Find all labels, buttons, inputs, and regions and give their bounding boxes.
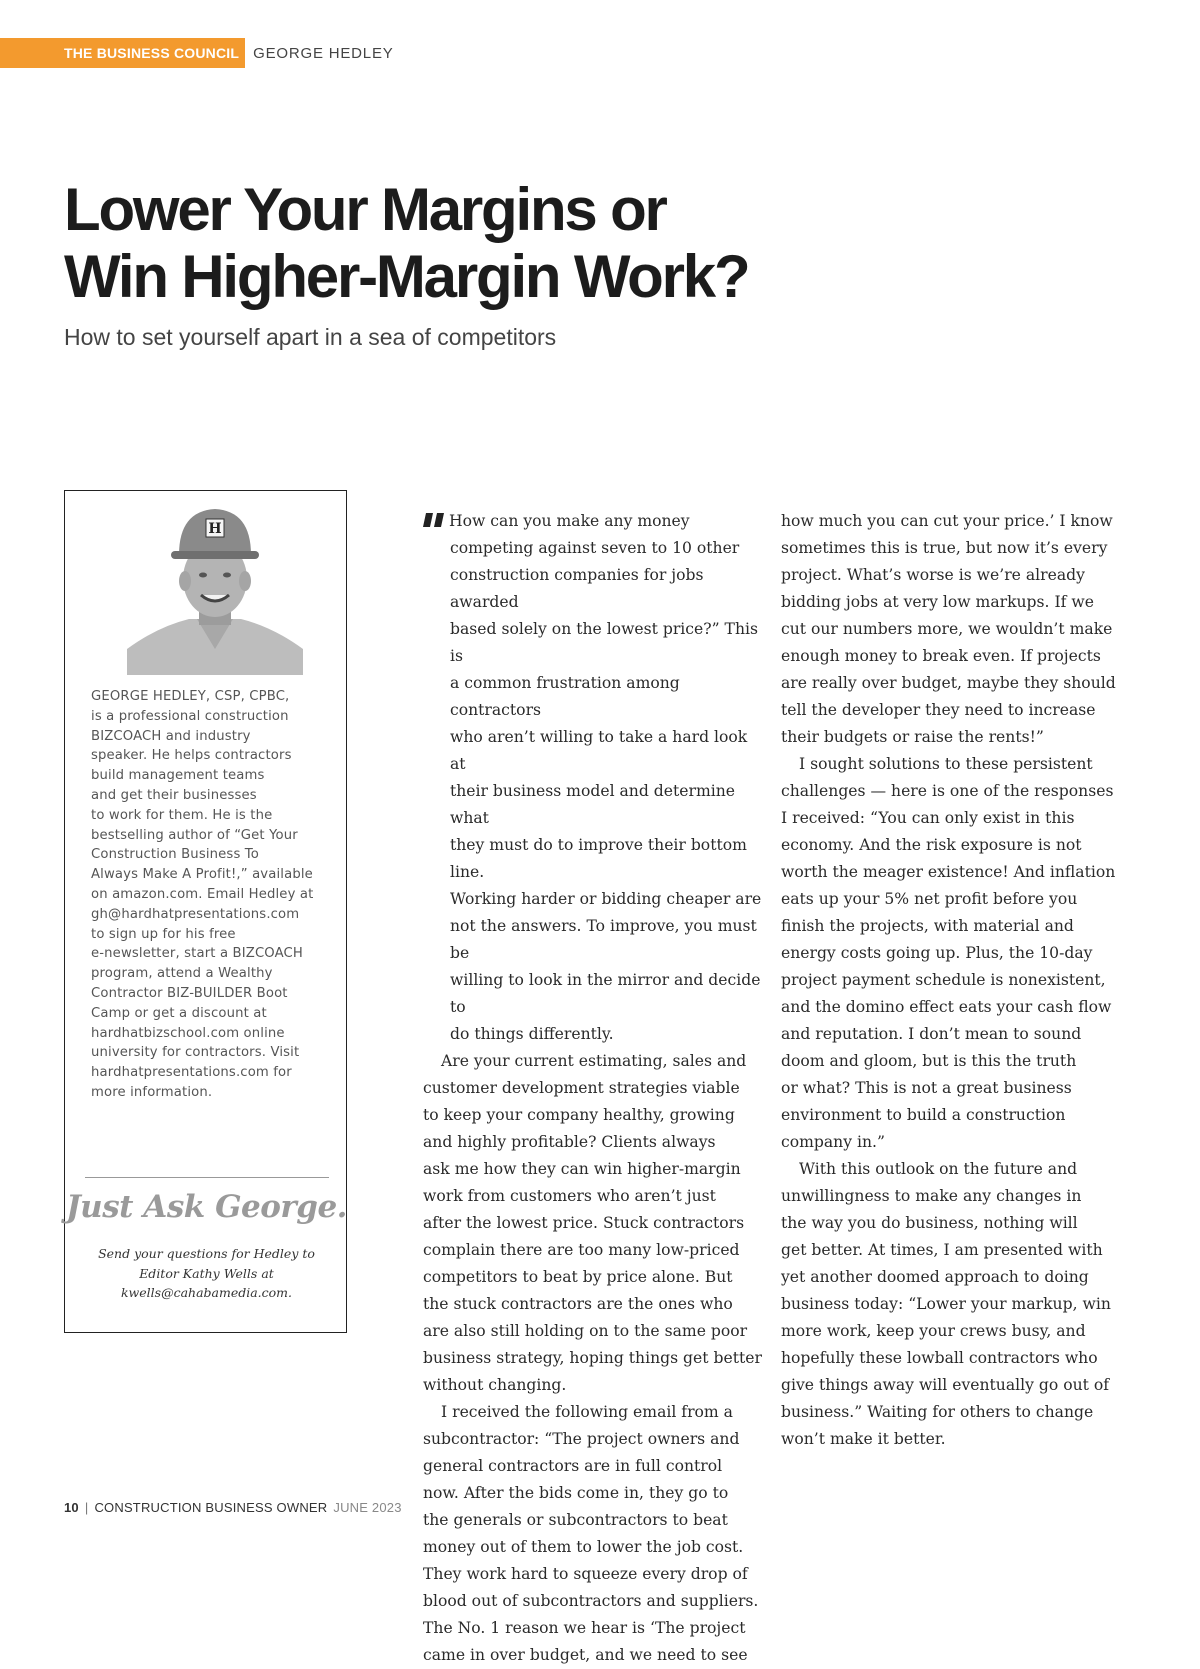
author-bio-box (64, 490, 347, 1333)
body-paragraph: Are your current estimating, sales and customer development strategies viable to keep your company healthy, growing and highly profitable? Clients always ask me how they can win higher-margin work from customers who aren’t just after the lowest price. Stuck contractors complain there are too many low-priced competitors to beat by price alone. But the stuck contractors are the ones who are also still holding on to the same poor business strategy, hoping things get better without changing. (423, 1052, 762, 1394)
quote-mark-icon (423, 513, 445, 527)
ask-george-note: Send your questions for Hedley to Editor Kathy Wells at kwells@cahabamedia.com. (98, 1246, 315, 1300)
body-paragraph: I received the following email from a subcontractor: “The project owners and general contractors are in full control now. After the bids come in, they go to the generals or subcontractors to beat money out of them to lower the job cost. They work hard to squeeze every drop of blood out of subcontractors and suppliers. The No. 1 reason we hear is ‘The project came in over budget, and we need to see (423, 1403, 759, 1664)
issue-date: JUNE 2023 (333, 1500, 402, 1515)
body-paragraph: I sought solutions to these persistent challenges — here is one of the responses I received: “You can only exist in this economy. And the risk exposure is not worth the meager existence! And inflation eats up your 5% net profit before you finish the projects, with material and energy costs going up. Plus, the 10-day project payment schedule is nonexistent, and the domino effect eats your cash flow and reputation. I don’t mean to sound doom and gloom, but is this the truth or what? This is not a great business environment to build a construction company in.” (781, 755, 1116, 1151)
headline-line-2: Win Higher-Margin Work? (64, 243, 749, 310)
deck-subtitle: How to set yourself apart in a sea of competitors (64, 324, 557, 350)
body-paragraph (423, 508, 763, 1048)
body-paragraph: how much you can cut your price.’ I know sometimes this is true, but now it’s every project. What’s worse is we’re already bidding jobs at very low markups. If we cut our numbers more, we wouldn’t make enough money to break even. If projects are really over budget, maybe they should tell the developer they need to increase their budgets or raise the rents!” (781, 512, 1116, 746)
headline (64, 176, 964, 310)
section-tag: THE BUSINESS COUNCIL (0, 38, 245, 68)
svg-text:H: H (208, 521, 222, 537)
footer-separator: | (84, 1500, 89, 1515)
page-number: 10 (64, 1500, 79, 1515)
paragraph-text: How can you make any money competing against seven to 10 other construction companies for jobs awarded based solely on the lowest price?” This is a common frustration among contractors who aren’t willing to take a hard look at their business model and determine what they must do to improve their bottom line. Working harder or bidding cheaper are not the answers. To improve, you must be willing to look in the mirror and decide to do things differently. (449, 512, 762, 1043)
ask-george-title: Just Ask George. (66, 1189, 347, 1225)
headline-line-1: Lower Your Margins or (64, 176, 666, 243)
author-bio: GEORGE HEDLEY, CSP, CPBC, is a professional construction BIZCOACH and industry speaker. He helps contractors build management teams and get their businesses to work for them. He is the bestselling author of “Get Your Construction Business To Always Make A Profit!,” available on amazon.com. Email Hedley at gh@hardhatpresentations.com to sign up for his free e-newsletter, start a BIZCOACH program, attend a Wealthy Contractor BIZ-BUILDER Boot Camp or get a discount at hardhatbizschool.com online university for contractors. Visit hardhatpresentations.com for more information. (91, 689, 314, 1100)
page-footer (64, 1500, 402, 1515)
author-portrait-icon (127, 499, 303, 675)
body-column-2 (781, 508, 1121, 1453)
publication-name: CONSTRUCTION BUSINESS OWNER (94, 1500, 328, 1515)
divider (85, 1177, 329, 1178)
column-author: GEORGE HEDLEY (253, 44, 394, 62)
body-paragraph: With this outlook on the future and unwillingness to make any changes in the way you do business, nothing will get better. At times, I am presented with yet another doomed approach to doing business today: “Lower your markup, win more work, keep your crews busy, and hopefully these lowball contractors who give things away will eventually go out of business.” Waiting for others to change won’t make it better. (781, 1160, 1111, 1448)
body-column-1 (423, 508, 763, 1669)
section-header (0, 38, 394, 68)
